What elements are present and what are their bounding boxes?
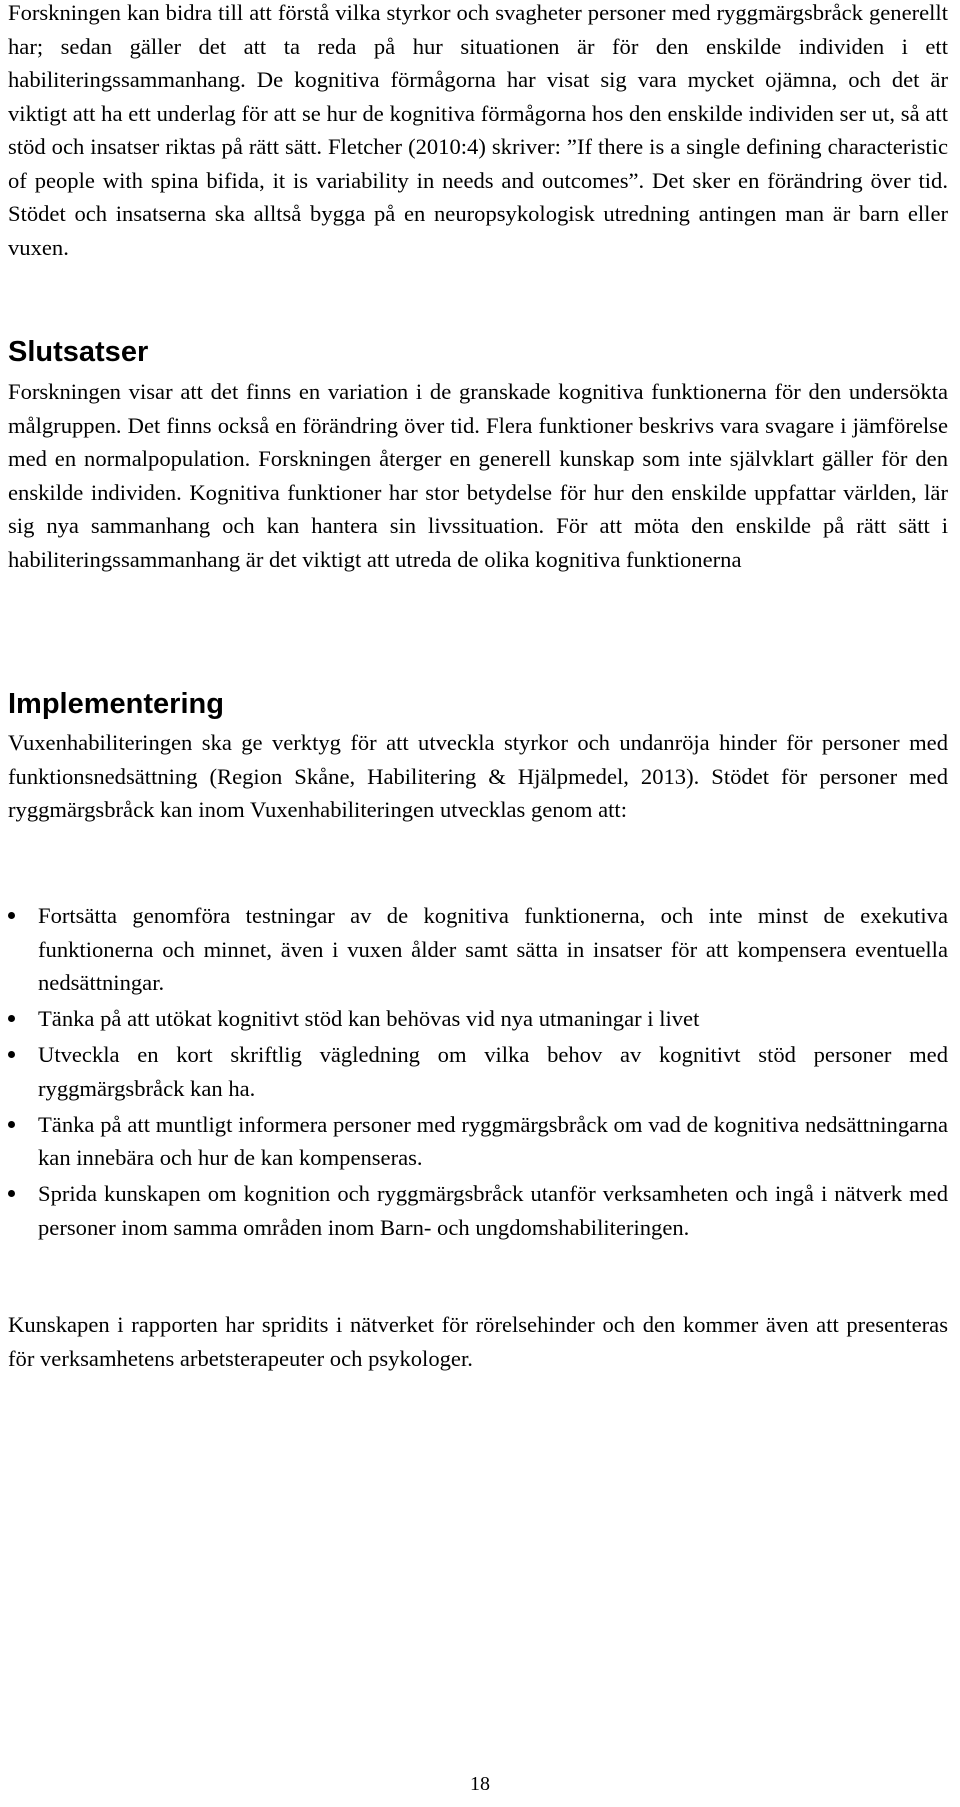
bullet-dot-icon (8, 1051, 15, 1058)
bullet-dot-icon (8, 912, 15, 919)
list-item-text: Tänka på att utökat kognitivt stöd kan behövas vid nya utmaningar i livet (38, 1006, 700, 1031)
list-item-text: Sprida kunskapen om kognition och ryggmärgsbråck utanför verksamheten och ingå i nätverk med personer inom samma områden inom Barn- och ungdomshabiliteringen. (38, 1181, 948, 1240)
bullet-dot-icon (8, 1015, 15, 1022)
slutsatser-paragraph: Forskningen visar att det finns en variation i de granskade kognitiva funktionerna för den undersökta målgruppen. Det finns också en förändring över tid. Flera funktioner beskrivs vara svagare i jämförelse med en normalpopulation. Forskningen återger en generell kunskap som inte självklart gäller för den enskilde individen. Kognitiva funktioner har stor betydelse för hur den enskilde uppfattar världen, lär sig nya sammanhang och kan hantera sin livssituation. För att möta den enskilde på rätt sätt i habiliteringssammanhang är det viktigt att utreda de olika kognitiva funktionerna (8, 379, 948, 572)
list-item (8, 1108, 948, 1175)
intro-paragraph: Forskningen kan bidra till att förstå vilka styrkor och svagheter personer med ryggmärgsbråck generellt har; sedan gäller det att ta reda på hur situationen är för den enskilde individen i ett habiliteringssammanhang. De kognitiva förmågorna har visat sig vara mycket ojämna, och det är viktigt att ha ett underlag för att se hur de kognitiva förmågorna hos den enskilde individen ser ut, så att stöd och insatser riktas på rätt sätt. Fletcher (2010:4) skriver: ”If there is a single defining characteristic of people with spina bifida, it is variability in needs and outcomes”. Det sker en förändring över tid. Stödet och insatserna ska alltså bygga på en neuropsykologisk utredning antingen man är barn eller vuxen. (8, 0, 948, 260)
bullet-dot-icon (8, 1190, 15, 1197)
bullet-dot-icon (8, 1121, 15, 1128)
list-item (8, 1002, 948, 1036)
closing-paragraph: Kunskapen i rapporten har spridits i nätverket för rörelsehinder och den kommer även att presenteras för verksamhetens arbetsterapeuter och psykologer. (8, 1312, 948, 1371)
page-number: 18 (470, 1773, 490, 1795)
list-item-text: Fortsätta genomföra testningar av de kognitiva funktionerna, och inte minst de exekutiva funktionerna och minnet, även i vuxen ålder samt sätta in insatser för att kompensera eventuella nedsättningar. (38, 903, 948, 995)
heading-implementering: Implementering (8, 688, 224, 720)
list-item (8, 899, 948, 1000)
list-item-text: Utveckla en kort skriftlig vägledning om vilka behov av kognitivt stöd personer med ryggmärgsbråck kan ha. (38, 1042, 948, 1101)
list-item (8, 1177, 948, 1244)
heading-slutsatser: Slutsatser (8, 336, 149, 368)
list-item (8, 1038, 948, 1105)
bullet-list (8, 899, 948, 1247)
list-item-text: Tänka på att muntligt informera personer med ryggmärgsbråck om vad de kognitiva nedsättningarna kan innebära och hur de kan kompenseras. (38, 1111, 948, 1170)
implementering-paragraph: Vuxenhabiliteringen ska ge verktyg för att utveckla styrkor och undanröja hinder för personer med funktionsnedsättning (Region Skåne, Habilitering & Hjälpmedel, 2013). Stödet för personer med ryggmärgsbråck kan inom Vuxenhabiliteringen utvecklas genom att: (8, 730, 948, 822)
